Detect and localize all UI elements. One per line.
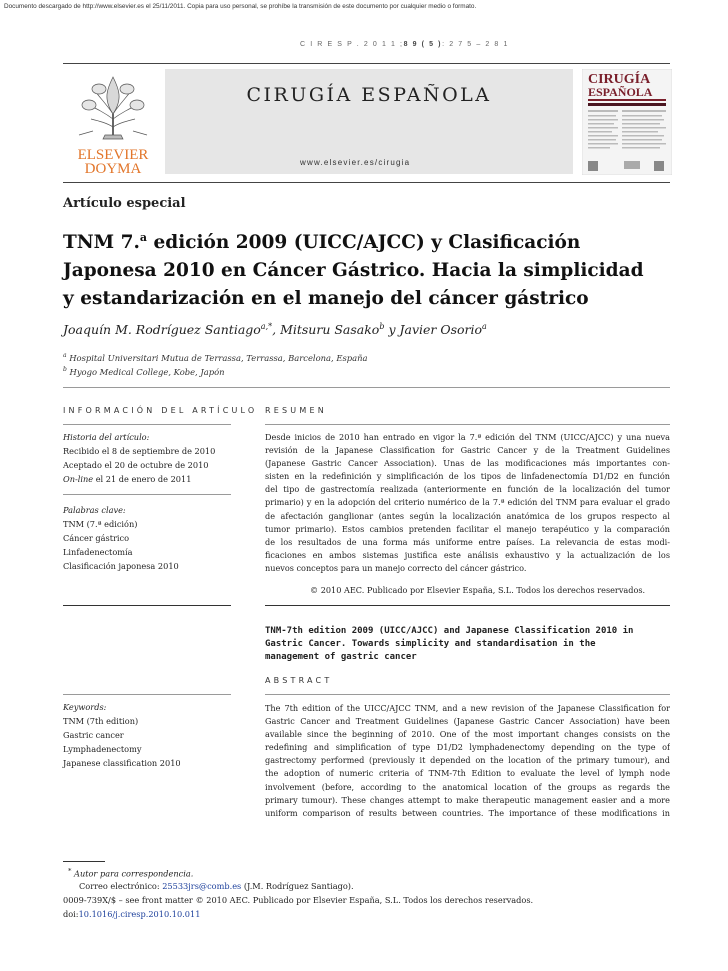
divider [63,387,670,388]
divider [265,605,670,606]
email-line: Correo electrónico: 25533jrs@comb.es (J.M. Rodríguez Santiago). [79,881,354,891]
affiliation: $^a$ Hospital Universitari Mutua de Terrassa, Terrassa, Barcelona, España [63,352,368,363]
corresponding-author-note: * Autor para correspondencia. [68,867,194,879]
resumen-text: Desde inicios de 2010 han entrado en vigor la 7.ª edición del TNM (UICC/AJCC) y una nueva revisión de la Japanese Classification for Gastric Cancer y de la Treatment Guidelines (Japanese Gastric Cancer Association). Unas de las modificaciones más importantes con- sisten en la redefinición y simplificación de los tipos de linfadenectomía D1/D2 en función del tipo de gastrectomía realizada (anteriormente en función de la localización del tumor primario) y en la adopción del criterio numérico de la 7.ª edición del TNM para evaluar el grado de afectación ganglionar (antes según la localización anatómica de los grupos respecto al tumor primario). Estos cambios pretenden facilitar el manejo terapéutico y la comparación de los resultados de una forma más uniforme entre países. La relevancia de estas modi- ficaciones en ambos sistemas justifica este análisis exhaustivo y la actualización de los nuevos conceptos para un manejo correcto del cáncer gástrico. [265,432,670,573]
email-link[interactable]: 25533jrs@comb.es [162,881,242,891]
abstract-heading: ABSTRACT [265,676,333,685]
divider [63,605,231,606]
resumen-copyright: © 2010 AEC. Publicado por Elsevier España, S.L. Todos los derechos reservados. [310,585,646,595]
english-title: TNM-7th edition 2009 (UICC/AJCC) and Japanese Classification 2010 in Gastric Cancer. Towards simplicity and standardisation in the management of gastric cancer [265,626,634,662]
elsevier-doyma-logo [63,69,163,175]
cover-title-2: ESPAÑOLA [588,85,653,99]
keywords-label: Palabras clave: [63,505,126,515]
download-notice: Documento descargado de http://www.elsevier.es el 25/11/2011. Copia para uso personal, se prohíbe la transmisión de este documento por cualquier medio o formato. [4,3,477,10]
keyword: TNM (7.ª edición) [63,519,138,529]
keyword: TNM (7th edition) [63,716,139,726]
author-name: Mitsuru Sasako [280,322,380,338]
article-title: TNM 7.$^a$ edición 2009 (UICC/AJCC) y Clasificación Japonesa 2010 en Cáncer Gástrico. Hacia la simplicidad y estandarización en el manejo del cáncer gástrico [63,231,644,310]
divider [265,424,670,425]
footnote-rule [63,861,105,862]
received-date: Recibido el 8 de septiembre de 2010 [63,446,216,456]
header-rule [63,63,670,64]
divider [63,424,231,425]
article-type: Artículo especial [63,196,186,211]
doi-link[interactable]: 10.1016/j.ciresp.2010.10.011 [78,909,201,919]
accepted-date: Aceptado el 20 de octubre de 2010 [63,460,209,470]
journal-title: CIRUGÍA ESPAÑOLA [246,84,492,106]
divider [265,694,670,695]
logo-text-elsevier: ELSEVIER [77,147,149,163]
author-list: Joaquín M. Rodríguez Santiago$^{a,*}$, Mitsuru Sasako$^b$ y Javier Osorio$^a$ [63,322,487,338]
header-bottom-rule [63,182,670,183]
keyword: Japanese classification 2010 [63,758,181,768]
keyword: Gastric cancer [63,730,124,740]
divider [63,494,231,495]
keyword: Cáncer gástrico [63,533,130,543]
resumen-heading: RESUMEN [265,406,327,415]
issn-line: 0009-739X/$ – see front matter © 2010 AEC. Publicado por Elsevier España, S.L. Todos los derechos reservados. [63,895,534,905]
author-name: Javier Osorio [399,322,483,338]
cover-title-1: CIRUGÍA [588,72,651,87]
keyword: Clasificación japonesa 2010 [63,561,179,571]
author-name: Joaquín M. Rodríguez Santiago [63,322,261,338]
journal-citation: C I R E S P . 2 0 1 1 ;8 9 ( 5 ): 2 7 5 – 2 8 1 [300,41,509,48]
article-info-heading: INFORMACIÓN DEL ARTÍCULO [63,406,258,415]
keyword: Linfadenectomía [63,547,133,557]
abstract-text: The 7th edition of the UICC/AJCC TNM, and a new revision of the Japanese Classification for Gastric Cancer and Treatment Guidelines (Japanese Gastric Cancer Association) have been available since the beginning of 2010. One of the most important changes consists on the redefining and simplification of type D1/D2 lymphadenectomy depending on the type of gastrectomy performed (previously it depended on the location of the primary tumour), and the adoption of numeric criteria of TNM-7th Edition to evaluate the level of lymph node involvement (before, according to the anatomical location of the groups as regards the primary tumour). These changes attempt to make therapeutic management easier and a more uniform comparison of results between countries. The importance of these modifications in [265,703,670,818]
online-date: On-line el 21 de enero de 2011 [63,474,192,484]
history-label: Historia del artículo: [63,432,150,442]
doi-line: doi:10.1016/j.ciresp.2010.10.011 [63,909,201,919]
affiliation: $^b$ Hyogo Medical College, Kobe, Japón [63,366,225,377]
keywords-label-en: Keywords: [63,702,107,712]
journal-url[interactable]: www.elsevier.es/cirugia [300,158,411,167]
divider [63,694,231,695]
logo-text-doyma: DOYMA [84,161,142,175]
keyword: Lymphadenectomy [63,744,142,754]
journal-cover-image [582,69,672,175]
